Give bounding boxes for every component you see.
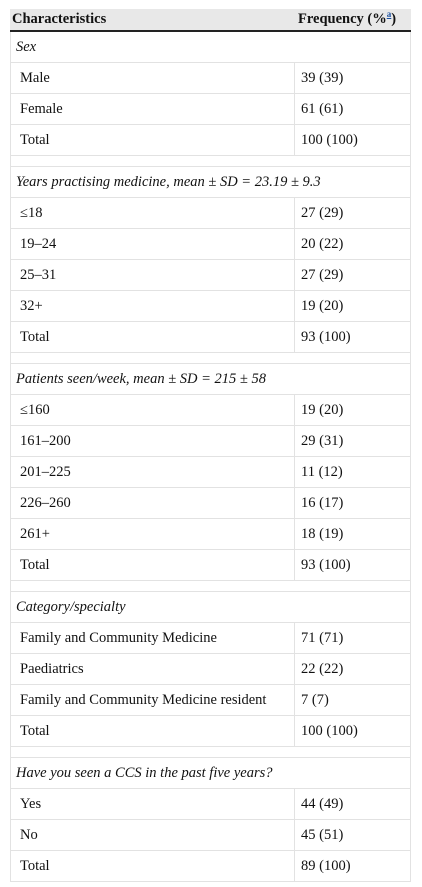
table-row [10,488,411,519]
table-row [10,789,411,820]
row-value: 27 (29) [301,204,344,221]
header-frequency [294,11,411,28]
section-title: Sex [10,32,411,63]
row-value: 44 (49) [301,795,344,812]
table-row [10,550,411,581]
table-row [10,820,411,851]
row-value: 45 (51) [301,826,344,843]
row-label: Male [11,63,295,93]
row-label: 19–24 [11,229,295,259]
section-spacer [10,747,411,758]
characteristics-table [10,9,411,882]
row-value: 20 (22) [301,235,344,252]
row-value: 39 (39) [301,69,344,86]
row-label: 161–200 [11,426,295,456]
row-value: 29 (31) [301,432,344,449]
row-value: 18 (19) [301,525,344,542]
row-value: 7 (7) [301,691,329,708]
section-title: Years practising medicine, mean ± SD = 23.19 ± 9.3 [10,167,411,198]
table-row [10,94,411,125]
row-label: 201–225 [11,457,295,487]
row-label: Female [11,94,295,124]
table-row [10,198,411,229]
table-row [10,229,411,260]
row-label: Family and Community Medicine resident [11,685,295,715]
row-label: No [11,820,295,850]
table-row [10,63,411,94]
row-label: 261+ [11,519,295,549]
row-label: Total [11,125,295,155]
row-value: 16 (17) [301,494,344,511]
table-row [10,291,411,322]
table-header [10,9,411,32]
table-row [10,851,411,882]
row-value: 100 (100) [301,722,358,739]
row-value: 19 (20) [301,401,344,418]
header-characteristics: Characteristics [12,11,107,27]
row-label: ≤160 [11,395,295,425]
table-row [10,457,411,488]
row-value: 100 (100) [301,131,358,148]
table-row [10,395,411,426]
header-frequency-suffix: ) [391,11,397,27]
row-label: ≤18 [11,198,295,228]
row-label: Paediatrics [11,654,295,684]
row-label: Total [11,851,295,881]
row-value: 93 (100) [301,328,351,345]
row-value: 27 (29) [301,266,344,283]
row-value: 19 (20) [301,297,344,314]
table-row [10,654,411,685]
section-spacer [10,581,411,592]
table-row [10,716,411,747]
row-label: Family and Community Medicine [11,623,295,653]
table-row [10,125,411,156]
row-value: 61 (61) [301,100,344,117]
section-title: Category/specialty [10,592,411,623]
row-label: Total [11,550,295,580]
section-spacer [10,156,411,167]
row-label: 25–31 [11,260,295,290]
row-value: 89 (100) [301,857,351,874]
row-value: 93 (100) [301,556,351,573]
table-row [10,623,411,654]
table-body [10,32,411,882]
row-label: Yes [11,789,295,819]
header-frequency-label: Frequency (% [298,11,387,27]
row-value: 22 (22) [301,660,344,677]
row-label: 226–260 [11,488,295,518]
table-row [10,519,411,550]
row-label: 32+ [11,291,295,321]
table-row [10,426,411,457]
table-row [10,322,411,353]
row-value: 11 (12) [301,463,343,480]
row-value: 71 (71) [301,629,344,646]
section-spacer [10,353,411,364]
table-row [10,260,411,291]
section-title: Patients seen/week, mean ± SD = 215 ± 58 [10,364,411,395]
section-title: Have you seen a CCS in the past five years? [10,758,411,789]
table-row [10,685,411,716]
footnote-link-a[interactable]: a [386,9,392,20]
row-label: Total [11,716,295,746]
row-label: Total [11,322,295,352]
